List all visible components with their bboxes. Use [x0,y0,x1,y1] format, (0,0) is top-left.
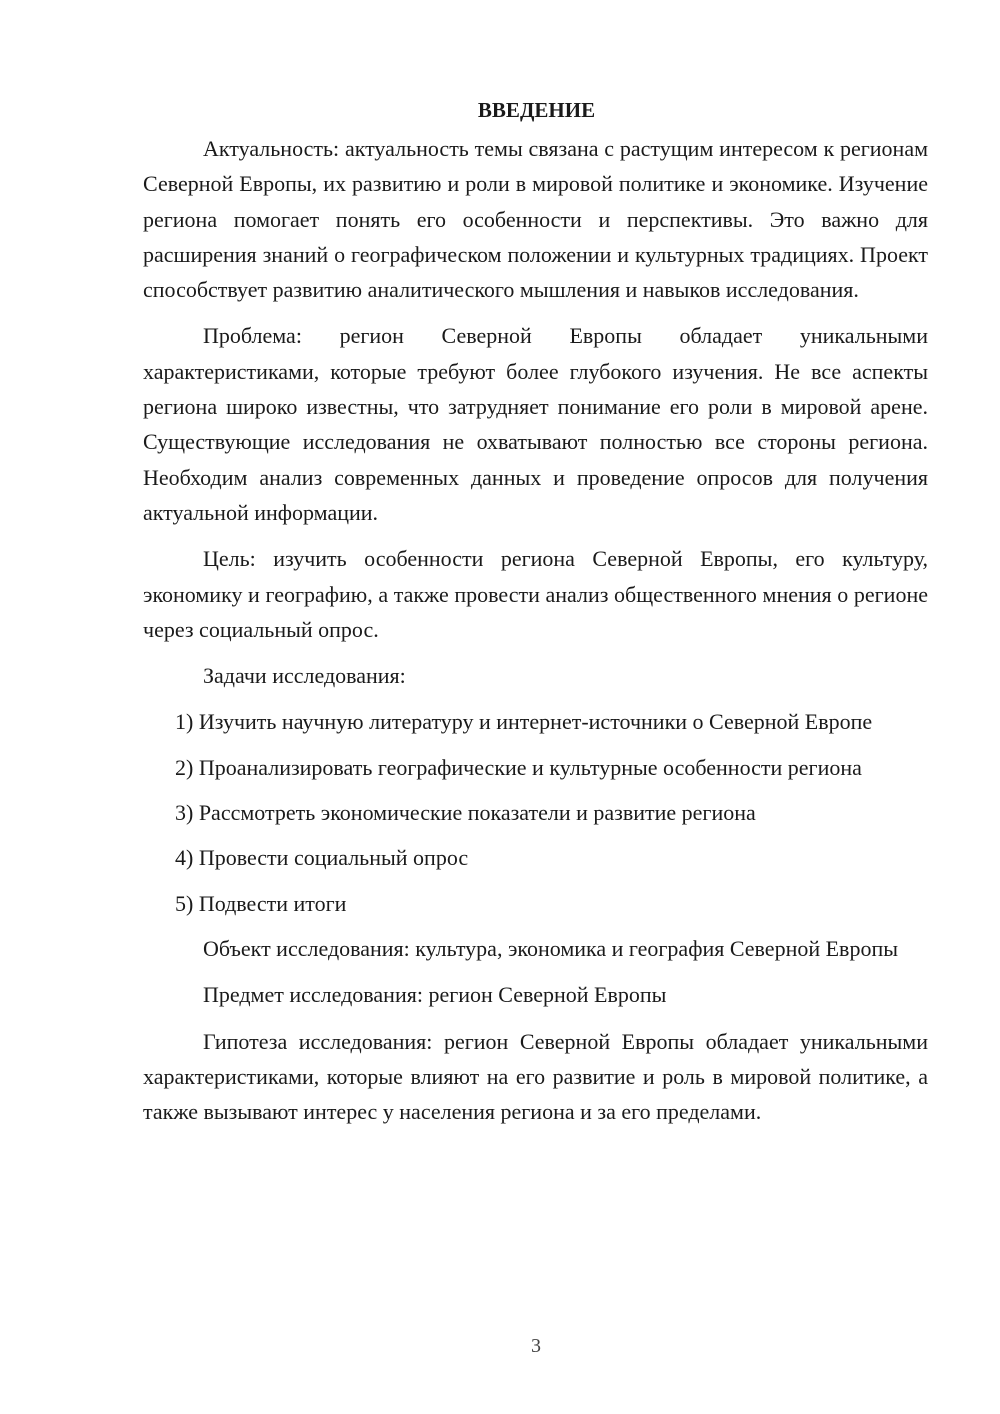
goal-paragraph: Цель: изучить особенности региона Северной Европы, его культуру, экономику и географию, а также провести анализ общественного мнения о регионе через социальный опрос. [143,546,928,642]
tasks-title: Задачи исследования: [203,663,406,689]
relevance-paragraph: Актуальность: актуальность темы связана с растущим интересом к регионам Северной Европы, их развитию и роли в мировой политике и экономике. Изучение региона помогает понять его особенности и перспективы. Это важно для расширения знаний о географическом положении и культурных традициях. Проект способствует развитию аналитического мышления и навыков исследования. [143,136,928,303]
section-heading: ВВЕДЕНИЕ [477,98,596,122]
task-item-4: 4) Провести социальный опрос [175,845,469,871]
subject-paragraph: Предмет исследования: регион Северной Европы [203,982,667,1008]
page-number: 3 [531,1335,541,1357]
hypothesis-paragraph: Гипотеза исследования: регион Северной Европы обладает уникальными характеристиками, которые влияют на его развитие и роль в мировой политике, а также вызывают интерес у населения региона и за его пределами. [143,1028,928,1125]
problem-paragraph: Проблема: регион Северной Европы обладает уникальными характеристиками, которые требуют более глубокого изучения. Не все аспекты региона широко известны, что затрудняет понимание его роли в мировой арене. Существующие исследования не охватывают полностью все стороны региона. Необходим анализ современных данных и проведение опросов для получения актуальной информации. [143,323,928,525]
task-item-1: 1) Изучить научную литературу и интернет-источники о Северной Европе [175,709,873,735]
task-item-5: 5) Подвести итоги [175,890,347,916]
tasks-list [143,704,928,920]
document-page [143,92,928,1140]
object-paragraph: Объект исследования: культура, экономика и география Северной Европы [203,935,898,961]
task-item-3: 3) Рассмотреть экономические показатели и развитие региона [175,800,756,826]
task-item-2: 2) Проанализировать географические и культурные особенности региона [175,754,862,780]
